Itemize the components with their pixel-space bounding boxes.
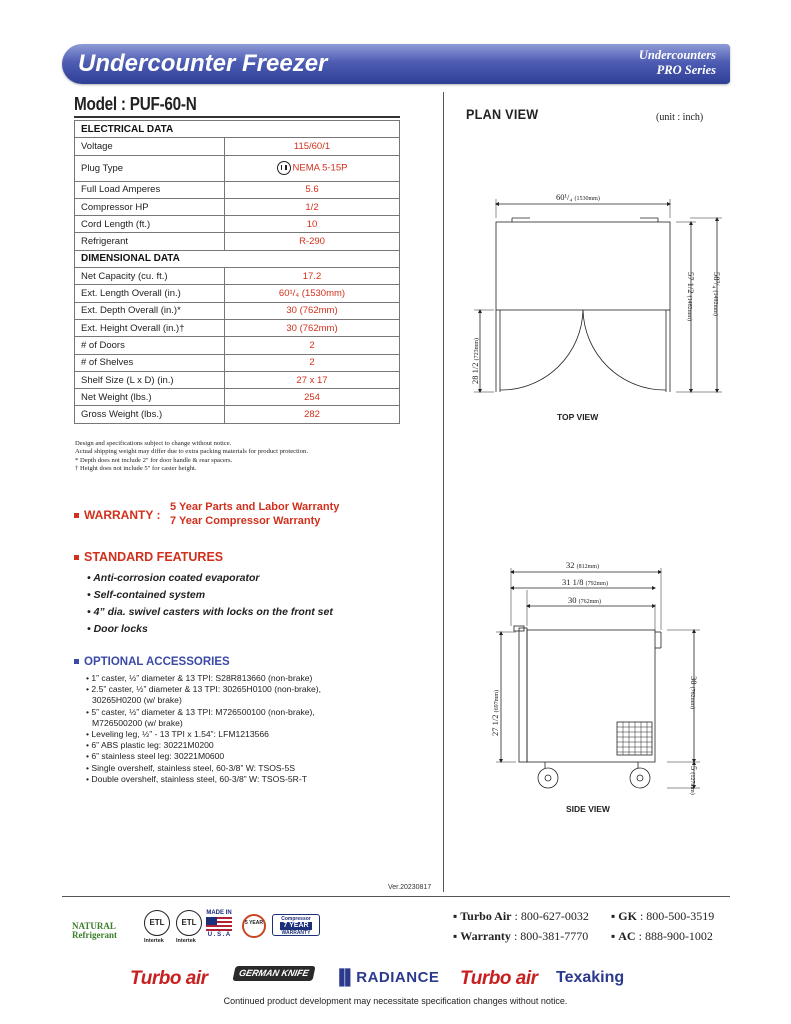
contact-warranty: ▪ Warranty : 800-381-7770 — [453, 929, 589, 943]
table-row: Cord Length (ft.) 10 — [75, 216, 400, 233]
list-item: • 6” ABS plastic leg: 30221M0200 — [86, 740, 321, 751]
table-row: Ext. Height Overall (in.)† 30 (762mm) — [75, 319, 400, 336]
radiance-bars-icon: ▐▌ — [334, 969, 357, 986]
contact-list — [453, 906, 733, 946]
optional-accessories-title: OPTIONAL ACCESSORIES — [74, 656, 230, 668]
list-item: M726500200 (w/ brake) — [92, 717, 183, 728]
list-item: • Anti-corrosion coated evaporator — [87, 570, 333, 587]
certification-logos — [66, 908, 436, 948]
dim-side-1: 32 (812mm) — [566, 560, 599, 570]
door-handle-side — [519, 628, 527, 762]
caster-front — [538, 768, 558, 788]
table-row: Compressor HP 1/2 — [75, 198, 400, 215]
list-item: • 4” dia. swivel casters with locks on the front set — [87, 604, 333, 621]
top-view-drawing — [474, 199, 722, 392]
contact-gk: ▪ GK : 800-500-3519 — [611, 909, 715, 923]
etl-logo: ETL — [144, 910, 170, 936]
turbo-air-logo: Turbo air — [460, 968, 538, 989]
table-row: # of Doors 2 — [75, 337, 400, 354]
dim-door: 28 1/2 (723mm) — [470, 338, 480, 384]
plan-view-unit: (unit : inch) — [656, 112, 704, 123]
list-item: • Leveling leg, ½” - 13 TPI x 1.54”: LFM1213566 — [86, 729, 321, 740]
cabinet-top-outline — [496, 222, 670, 310]
table-row: Full Load Amperes 5.6 — [75, 181, 400, 198]
dim-depth1: 57 1/2 (1462mm) — [686, 272, 696, 321]
top-view-label: TOP VIEW — [557, 412, 599, 422]
warranty-label: WARRANTY : — [84, 508, 161, 522]
table-row: Voltage 115/60/1 — [75, 138, 400, 155]
footer-divider — [62, 896, 730, 897]
intertek-caption: Intertek — [144, 938, 164, 944]
list-item: • 5” caster, ½” diameter & 13 TPI: M726500100 (non-brake), — [86, 707, 321, 718]
intertek-caption: Intertek — [176, 938, 196, 944]
page-title: Undercounter Freezer — [78, 50, 328, 77]
warranty-line: 5 Year Parts and Labor Warranty — [170, 501, 340, 513]
dim-height: 30 (762mm) — [689, 676, 699, 709]
dim-width: 60¹/₄ (1530mm) — [556, 192, 600, 202]
dim-depth2: 58³/₄ (1492mm) — [712, 272, 722, 316]
table-row: Net Weight (lbs.) 254 — [75, 389, 400, 406]
warranty-line: 7 Year Compressor Warranty — [170, 515, 321, 527]
plan-view-title: PLAN VIEW — [466, 106, 539, 122]
list-item: • 2.5” caster, ½” diameter & 13 TPI: 30265H0100 (non-brake), — [86, 684, 321, 695]
disclaimer: Continued product development may necessitate specification changes without notice. — [223, 996, 568, 1006]
german-knife-logo: GERMAN KNIFE — [232, 966, 315, 981]
list-item: 30265H0200 (w/ brake) — [92, 695, 182, 706]
radiance-logo: ▐▌RADIANCE — [334, 969, 440, 986]
table-row: Gross Weight (lbs.) 282 — [75, 406, 400, 423]
list-item: • Single overshelf, stainless steel, 60-3/8” W: TSOS-5S — [86, 763, 321, 774]
table-row: Plug Type NEMA 5-15P — [75, 155, 400, 181]
side-view-label: SIDE VIEW — [566, 804, 610, 814]
table-row: Refrigerant R-290 — [75, 233, 400, 250]
list-item: • Self-contained system — [87, 587, 333, 604]
dim-side-3: 30 (762mm) — [568, 595, 601, 605]
texaking-logo: Texaking — [556, 969, 625, 986]
etl-sanitation-logo: ETL — [176, 910, 202, 936]
table-row: # of Shelves 2 — [75, 354, 400, 371]
dim-caster: 5 (127mm) — [689, 766, 699, 795]
model-title: Model : PUF-60-N — [74, 94, 197, 114]
table-row: Shelf Size (L x D) (in.) 27 x 17 — [75, 371, 400, 388]
compressor-warranty-badge: Compressor 7 YEAR WARRANTY — [272, 914, 320, 936]
warranty-seal-logo: 5 YEAR — [242, 914, 266, 938]
dimensional-title: DIMENSIONAL DATA — [75, 250, 400, 267]
list-item: • Double overshelf, stainless steel, 60-3/8” W: TSOS-5R-T — [86, 774, 321, 785]
contact-turbo-air: ▪ Turbo Air : 800-627-0032 — [453, 909, 589, 923]
made-in-usa-logo: MADE IN U . S . A — [206, 910, 232, 938]
dim-height2: 27 1/2 (697mm) — [490, 690, 500, 736]
natural-refrigerant-logo: NATURAL Refrigerant — [72, 921, 117, 940]
brand-logos — [130, 966, 670, 994]
usa-flag-icon — [206, 917, 232, 931]
table-row: Ext. Depth Overall (in.)* 30 (762mm) — [75, 302, 400, 319]
spec-notes: Design and specifications subject to change without notice. Actual shipping weight may differ due to extra packing materials for product protection. * Depth does not include 2" for door handle & rear spacers. † Height does not include 5" for caster height. — [75, 440, 308, 472]
table-row: Net Capacity (cu. ft.) 17.2 — [75, 268, 400, 285]
standard-features-title: STANDARD FEATURES — [74, 550, 223, 564]
list-item: • 1” caster, ½” diameter & 13 TPI: S28R813660 (non-brake) — [86, 673, 321, 684]
table-row: Ext. Length Overall (in.) 60¹/₄ (1530mm) — [75, 285, 400, 302]
series-label: Undercounters PRO Series — [638, 48, 716, 77]
list-item: • 6” stainless steel leg: 30221M0600 — [86, 751, 321, 762]
dim-side-2: 31 1/8 (792mm) — [562, 577, 608, 587]
caster-rear — [630, 768, 650, 788]
turbo-air-logo: Turbo air — [130, 968, 208, 989]
electrical-title: ELECTRICAL DATA — [75, 121, 400, 138]
door-swing-left — [500, 310, 583, 390]
contact-ac: ▪ AC : 888-900-1002 — [611, 929, 713, 943]
version-label: Ver.20230817 — [388, 884, 432, 891]
list-item: • Door locks — [87, 621, 333, 638]
door-swing-right — [583, 310, 666, 390]
